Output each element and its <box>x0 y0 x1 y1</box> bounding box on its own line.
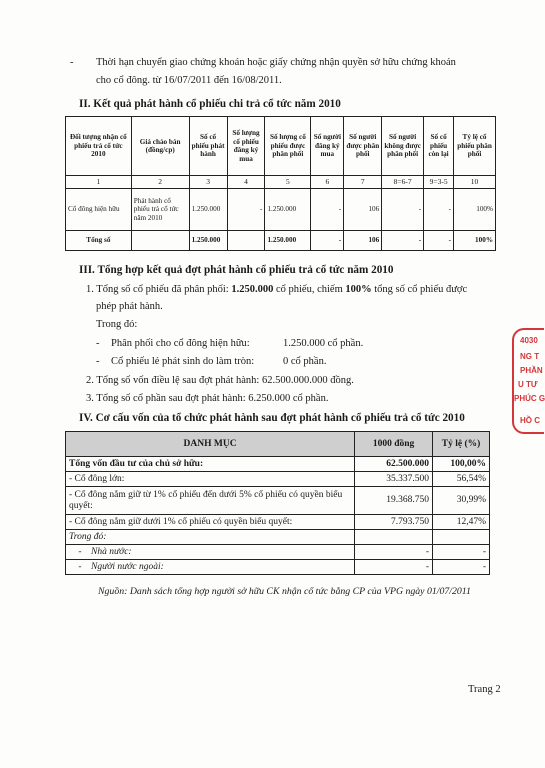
total-label: Tổng vốn đầu tư của chủ sở hữu: <box>66 457 355 472</box>
cell-total-rate: 100% <box>454 231 496 251</box>
company-stamp <box>512 328 544 434</box>
number-cell: 8=6-7 <box>382 176 424 189</box>
header-cell: Giá chào bán (đồng/cp) <box>131 117 189 176</box>
row-label: - Cổ đông lớn: <box>66 472 355 487</box>
header-cell: Số cổ phiếu phát hành <box>189 117 227 176</box>
table-total-row <box>66 457 490 472</box>
table-number-row <box>66 176 496 189</box>
capital-structure-table <box>65 431 490 575</box>
number-cell: 3 <box>189 176 227 189</box>
row-rate: - <box>433 560 490 575</box>
cell-issued: 1.250.000 <box>189 189 227 231</box>
stamp-text: PHẦN <box>520 366 543 375</box>
item-1-text-mid: cổ phiếu, chiếm <box>273 284 346 295</box>
number-cell: 10 <box>454 176 496 189</box>
cell-not-dist: - <box>382 189 424 231</box>
trong-do-label: Trong đó: <box>96 319 138 330</box>
item-3: 3. Tổng số cổ phần sau đợt phát hành: 6.250.000 cổ phần. <box>86 393 329 404</box>
cell-dist-people: 106 <box>344 189 382 231</box>
stamp-text: PHÚC G <box>514 394 545 403</box>
table-row <box>66 472 490 487</box>
table-header-row <box>66 117 496 176</box>
total-rate: 100,00% <box>433 457 490 472</box>
bullet-dash: - <box>78 546 82 557</box>
stamp-text: 4030 <box>520 336 538 345</box>
total-amount: 62.500.000 <box>355 457 433 472</box>
sub-row-label: Người nước ngoài: <box>91 561 164 572</box>
header-cell: Tỷ lệ cổ phiếu phân phối <box>454 117 496 176</box>
cell-offer: Phát hành cổ phiếu trả cổ tức năm 2010 <box>131 189 189 231</box>
number-cell: 5 <box>265 176 311 189</box>
header-cell: Số lượng cổ phiếu đăng ký mua <box>227 117 265 176</box>
item-2: 2. Tổng số vốn điều lệ sau đợt phát hành: 62.500.000.000 đồng. <box>86 375 354 386</box>
row-rate <box>433 530 490 545</box>
item-1-continued: phép phát hành. <box>96 301 163 312</box>
cell-reg-people: - <box>311 189 344 231</box>
cell-total-reg-people: - <box>311 231 344 251</box>
number-cell: 7 <box>344 176 382 189</box>
intro-line-1: Thời hạn chuyển giao chứng khoán hoặc giấy chứng nhận quyền sở hữu chứng khoán <box>96 57 456 68</box>
sub-row-label: Nhà nước: <box>91 546 132 557</box>
intro-line-2: cho cổ đông. từ 16/07/2011 đến 16/08/2011. <box>96 75 282 86</box>
row-rate: 12,47% <box>433 515 490 530</box>
item-1-percent: 100% <box>345 284 372 295</box>
item-1-text-end: tổng số cổ phiếu được <box>371 284 468 295</box>
row-rate: - <box>433 545 490 560</box>
cell-total-registered <box>227 231 265 251</box>
issuance-results-table <box>65 116 496 251</box>
cell-total-dist-people: 106 <box>344 231 382 251</box>
header-item: DANH MỤC <box>66 432 355 457</box>
header-amount: 1000 đồng <box>355 432 433 457</box>
sub-1-value: 1.250.000 cổ phần. <box>283 338 364 349</box>
table-row <box>66 545 490 560</box>
stamp-text: NG T <box>520 352 540 361</box>
table-row <box>66 560 490 575</box>
row-label <box>66 560 355 575</box>
number-cell: 2 <box>131 176 189 189</box>
row-rate: 56,54% <box>433 472 490 487</box>
cell-total-issued: 1.250.000 <box>189 231 227 251</box>
header-rate: Tỷ lệ (%) <box>433 432 490 457</box>
row-amount: - <box>355 560 433 575</box>
cell-total-not-dist: - <box>382 231 424 251</box>
cell-total-distributed: 1.250.000 <box>265 231 311 251</box>
row-rate: 30,99% <box>433 487 490 515</box>
table-header-row <box>66 432 490 457</box>
cell-total-remaining: - <box>424 231 454 251</box>
cell-distributed: 1.250.000 <box>265 189 311 231</box>
table-row <box>66 189 496 231</box>
cell-remaining: - <box>424 189 454 231</box>
number-cell: 6 <box>311 176 344 189</box>
table-row <box>66 515 490 530</box>
row-amount <box>355 530 433 545</box>
header-cell: Số người không được phân phối <box>382 117 424 176</box>
cell-registered: - <box>227 189 265 231</box>
cell-holder: Cổ đông hiện hữu <box>66 189 132 231</box>
number-cell: 4 <box>227 176 265 189</box>
section-2-title: II. Kết quả phát hành cổ phiếu chi trả cổ tức năm 2010 <box>79 98 341 110</box>
sub-2-label: Cổ phiếu lẻ phát sinh do làm tròn: <box>111 356 255 367</box>
number-cell: 1 <box>66 176 132 189</box>
header-cell: Số cổ phiếu còn lại <box>424 117 454 176</box>
table-row <box>66 530 490 545</box>
bullet-dash: - <box>70 57 74 68</box>
row-amount: 7.793.750 <box>355 515 433 530</box>
header-cell: Số người đăng ký mua <box>311 117 344 176</box>
item-1-shares: 1.250.000 <box>231 284 274 295</box>
row-amount: - <box>355 545 433 560</box>
sub-1-label: Phân phối cho cổ đông hiện hữu: <box>111 338 250 349</box>
table-row <box>66 487 490 515</box>
stamp-text: HỒ C <box>520 416 540 425</box>
bullet-dash: - <box>96 338 100 349</box>
row-label: Trong đó: <box>66 530 355 545</box>
header-cell: Số lượng cổ phiếu được phân phối <box>265 117 311 176</box>
stamp-text: U TƯ <box>518 380 538 389</box>
row-amount: 19.368.750 <box>355 487 433 515</box>
item-1 <box>86 283 467 297</box>
bullet-dash: - <box>78 561 82 572</box>
sub-2-value: 0 cổ phần. <box>283 356 327 367</box>
header-cell: Đối tượng nhận cổ phiếu trả cổ tức 2010 <box>66 117 132 176</box>
row-label <box>66 545 355 560</box>
page-number: Trang 2 <box>468 684 501 695</box>
cell-total-label: Tổng số <box>66 231 132 251</box>
bullet-dash: - <box>96 356 100 367</box>
table-total-row <box>66 231 496 251</box>
header-cell: Số người được phân phối <box>344 117 382 176</box>
cell-total-offer <box>131 231 189 251</box>
source-note: Nguồn: Danh sách tổng hợp người sở hữu CK nhận cổ tức bằng CP của VPG ngày 01/07/2011 <box>98 586 471 597</box>
row-amount: 35.337.500 <box>355 472 433 487</box>
number-cell: 9=3-5 <box>424 176 454 189</box>
section-3-title: III. Tổng hợp kết quả đợt phát hành cổ phiếu trả cổ tức năm 2010 <box>79 264 394 276</box>
row-label: - Cổ đông nắm giữ dưới 1% cổ phiếu có quyền biểu quyết: <box>66 515 355 530</box>
item-1-text: 1. Tổng số cổ phiếu đã phân phối: <box>86 284 232 295</box>
section-4-title: IV. Cơ cấu vốn của tổ chức phát hành sau đợt phát hành cổ phiếu trả cổ tức 2010 <box>79 412 465 424</box>
row-label: - Cổ đông nắm giữ từ 1% cổ phiếu đến dưới 5% cổ phiếu có quyền biểu quyết: <box>66 487 355 515</box>
cell-rate: 100% <box>454 189 496 231</box>
